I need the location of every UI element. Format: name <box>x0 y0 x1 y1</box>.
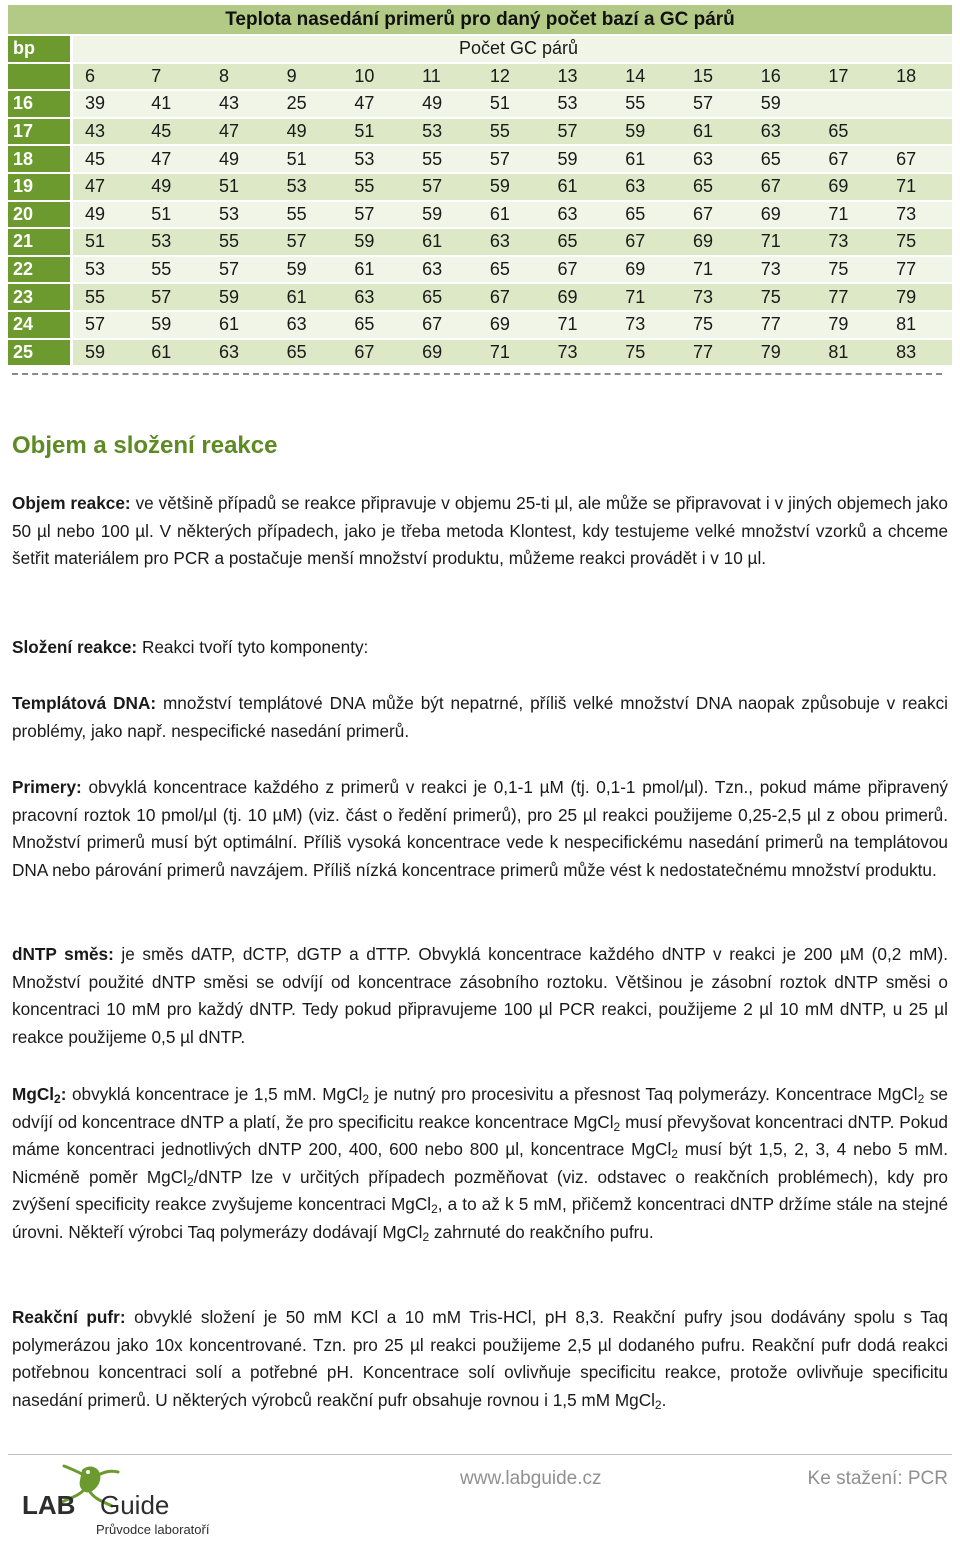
temp-cell: 53 <box>546 90 614 118</box>
temp-cell: 65 <box>613 201 681 229</box>
gc-count-header: Počet GC párů <box>72 36 953 63</box>
objem-label: Objem reakce: <box>12 493 131 513</box>
temp-cell: 57 <box>681 90 749 118</box>
gc-column-header: 6 <box>72 63 140 91</box>
temp-cell: 71 <box>478 339 546 367</box>
table-row <box>8 90 952 118</box>
gc-column-header: 9 <box>275 63 343 91</box>
bp-cell: 25 <box>8 339 72 367</box>
temp-cell: 43 <box>72 118 140 146</box>
bp-cell: 18 <box>8 145 72 173</box>
temp-cell: 49 <box>410 90 478 118</box>
temp-cell: 59 <box>749 90 817 118</box>
slozeni-label: Složení reakce: <box>12 637 138 657</box>
bp-cell: 23 <box>8 283 72 311</box>
temp-cell: 53 <box>275 173 343 201</box>
temp-cell: 55 <box>342 173 410 201</box>
logo-subtitle: Průvodce laboratoří <box>96 1522 210 1537</box>
paragraph-objem <box>12 490 948 573</box>
temp-cell: 63 <box>410 256 478 284</box>
temp-cell: 61 <box>342 256 410 284</box>
temp-cell: 39 <box>72 90 140 118</box>
temp-cell: 65 <box>816 118 884 146</box>
temp-cell: 59 <box>342 228 410 256</box>
temp-cell: 75 <box>681 311 749 339</box>
temp-cell: 57 <box>546 118 614 146</box>
temp-cell: 61 <box>613 145 681 173</box>
temp-cell: 45 <box>139 118 207 146</box>
temp-cell: 67 <box>410 311 478 339</box>
temp-cell: 59 <box>410 201 478 229</box>
temp-cell: 63 <box>207 339 275 367</box>
temp-cell: 59 <box>546 145 614 173</box>
temp-cell: 49 <box>275 118 343 146</box>
temp-cell: 57 <box>72 311 140 339</box>
temp-cell: 65 <box>478 256 546 284</box>
temp-cell: 65 <box>681 173 749 201</box>
templat-text: množství templátové DNA může být nepatrné, příliš velké množství DNA naopak způsobuje v reakci problémy, jako např. nespecifické nasedání primerů. <box>12 693 948 741</box>
temp-cell: 71 <box>816 201 884 229</box>
table-title: Teplota nasedání primerů pro daný počet bazí a GC párů <box>225 8 735 30</box>
temp-cell: 25 <box>275 90 343 118</box>
temp-cell: 41 <box>139 90 207 118</box>
bp-header-empty <box>8 63 72 91</box>
temp-cell: 69 <box>613 256 681 284</box>
temp-cell: 65 <box>749 145 817 173</box>
temp-cell: 59 <box>613 118 681 146</box>
paragraph-primery <box>12 774 948 884</box>
temp-cell: 73 <box>681 283 749 311</box>
temp-cell: 83 <box>884 339 952 367</box>
pufr-text: obvyklé složení je 50 mM KCl a 10 mM Tris-HCl, pH 8,3. Reakční pufry jsou dodávány spolu s Taq polymerázou jako 10x koncentrované. Tzn. pro 25 µl reakci použijeme 2,5 µl dodaného pufru. Reakční pufr dodá reakci potřebnou koncentraci solí a potřebné pH. Koncentrace solí ovlivňuje specificitu reakce, protože ovlivňuje specificitu nasedání primerů. U některých výrobců reakční pufr obsahuje rovnou i 1,5 mM MgCl <box>12 1307 948 1410</box>
bp-cell: 16 <box>8 90 72 118</box>
temp-cell: 59 <box>72 339 140 367</box>
temp-cell: 63 <box>546 201 614 229</box>
temp-cell: 81 <box>816 339 884 367</box>
table-header-row <box>8 36 952 63</box>
temp-cell: 65 <box>546 228 614 256</box>
temp-cell: 75 <box>613 339 681 367</box>
table-row <box>8 256 952 284</box>
temp-cell: 57 <box>478 145 546 173</box>
temp-cell: 59 <box>207 283 275 311</box>
temp-cell: 63 <box>275 311 343 339</box>
paragraph-mgcl2: MgCl$_2$: obvyklá koncentrace je 1,5 mM. MgCl$_2$ je nutný pro procesivitu a přesnost Taq polymerázy. Koncentrace MgCl$_2$ se odvíjí od koncentrace dNTP a platí, že pro specificitu reakce koncentrace MgCl$_2$ musí převyšovat koncentraci dNTP. Pokud máme koncentraci jednotlivých dNTP 200, 400, 600 nebo 800 µl, koncentrace MgCl$_2$ musí být 1,5, 2, 3, 4 nebo 5 mM. Nicméně poměr MgCl$_2$/dNTP lze v určitých případech pozměňovat (viz. odstavec o reakčních problémech), kdy pro zvýšení specificity reakce zvyšujeme koncentraci MgCl$_2$, a to až k 5 mM, přičemž koncentraci dNTP držíme stále na stejné úrovni. Někteří výrobci Taq polymerázy dodávají MgCl$_2$ zahrnuté do reakčního pufru. <box>12 1084 948 1244</box>
temp-cell: 61 <box>681 118 749 146</box>
temp-cell: 65 <box>275 339 343 367</box>
table-row <box>8 118 952 146</box>
temp-cell: 73 <box>613 311 681 339</box>
gc-table <box>8 36 952 367</box>
gc-table-wrapper <box>8 5 952 367</box>
table-row <box>8 145 952 173</box>
footer-divider <box>8 1454 952 1455</box>
bp-cell: 20 <box>8 201 72 229</box>
pufr-label: Reakční pufr: <box>12 1307 126 1327</box>
temp-cell: 67 <box>342 339 410 367</box>
table-row <box>8 311 952 339</box>
gc-column-header: 16 <box>749 63 817 91</box>
temp-cell: 69 <box>816 173 884 201</box>
mgcl2-label: MgCl$_2$: <box>12 1084 67 1106</box>
labguide-logo <box>14 1462 214 1542</box>
table-row <box>8 283 952 311</box>
dntp-label: dNTP směs: <box>12 944 114 964</box>
temp-cell: 63 <box>613 173 681 201</box>
temp-cell: 55 <box>72 283 140 311</box>
temp-cell: 57 <box>410 173 478 201</box>
gc-column-header: 14 <box>613 63 681 91</box>
gc-column-header: 13 <box>546 63 614 91</box>
temp-cell: 73 <box>546 339 614 367</box>
temp-cell <box>884 118 952 146</box>
gc-column-header: 12 <box>478 63 546 91</box>
temp-cell: 61 <box>478 201 546 229</box>
temp-cell: 65 <box>342 311 410 339</box>
temp-cell: 55 <box>478 118 546 146</box>
temp-cell: 49 <box>207 145 275 173</box>
temp-cell: 53 <box>342 145 410 173</box>
temp-cell: 73 <box>816 228 884 256</box>
temp-cell: 53 <box>410 118 478 146</box>
temp-cell: 75 <box>749 283 817 311</box>
temp-cell: 71 <box>546 311 614 339</box>
logo-lab: LAB <box>22 1490 76 1520</box>
temp-cell: 79 <box>884 283 952 311</box>
bp-cell: 24 <box>8 311 72 339</box>
temp-cell: 53 <box>207 201 275 229</box>
temp-cell: 61 <box>275 283 343 311</box>
temp-cell: 57 <box>342 201 410 229</box>
temp-cell: 63 <box>342 283 410 311</box>
temp-cell: 69 <box>546 283 614 311</box>
temp-cell: 69 <box>410 339 478 367</box>
slozeni-text: Reakci tvoří tyto komponenty: <box>141 637 369 657</box>
gc-column-header: 11 <box>410 63 478 91</box>
table-row <box>8 201 952 229</box>
temp-cell: 61 <box>546 173 614 201</box>
temp-cell: 55 <box>139 256 207 284</box>
temp-cell: 51 <box>478 90 546 118</box>
gc-columns-row <box>8 63 952 91</box>
temp-cell <box>884 90 952 118</box>
temp-cell: 61 <box>207 311 275 339</box>
paragraph-dntp <box>12 941 948 1051</box>
temp-cell: 67 <box>478 283 546 311</box>
temp-cell: 47 <box>72 173 140 201</box>
temp-cell: 53 <box>139 228 207 256</box>
temp-cell: 63 <box>749 118 817 146</box>
temp-cell: 67 <box>613 228 681 256</box>
bp-cell: 21 <box>8 228 72 256</box>
temp-cell: 69 <box>749 201 817 229</box>
bp-cell: 19 <box>8 173 72 201</box>
table-row <box>8 228 952 256</box>
temp-cell: 59 <box>139 311 207 339</box>
temp-cell: 77 <box>681 339 749 367</box>
bp-cell: 22 <box>8 256 72 284</box>
temp-cell: 71 <box>613 283 681 311</box>
temp-cell: 77 <box>749 311 817 339</box>
temp-cell: 57 <box>207 256 275 284</box>
objem-text: ve většině případů se reakce připravuje v objemu 25-ti µl, ale může se připravovat i v jiných objemech jako 50 µl nebo 100 µl. V některých případech, jako je třeba metoda Klontest, kdy testujeme velké množství vzorků a chceme šetřit materiálem pro PCR a postačuje menší množství produktu, můžeme reakci provádět i v 10 µl. <box>12 493 948 569</box>
temp-cell: 63 <box>681 145 749 173</box>
logo-guide: Guide <box>100 1490 170 1520</box>
dntp-text: je směs dATP, dCTP, dGTP a dTTP. Obvyklá koncentrace každého dNTP v reakci je 200 µM (0,2 mM). Množství použité dNTP směsi se odvíjí od koncentrace zásobního roztoku. Většinou je zásobní roztok dNTP směsi o koncentraci 10 mM pro každý dNTP. Tedy pokud připravujeme 100 µl PCR reakci, použijeme 2 µl 10 mM dNTP, u 25 µl reakce použijeme 0,5 µl dNTP. <box>12 944 948 1047</box>
temp-cell: 49 <box>72 201 140 229</box>
footer-url[interactable]: www.labguide.cz <box>460 1468 602 1489</box>
temp-cell: 51 <box>275 145 343 173</box>
temp-cell <box>816 90 884 118</box>
gc-column-header: 18 <box>884 63 952 91</box>
temp-cell: 43 <box>207 90 275 118</box>
temp-cell: 69 <box>478 311 546 339</box>
temp-cell: 67 <box>749 173 817 201</box>
temp-cell: 67 <box>816 145 884 173</box>
paragraph-pufr: Reakční pufr: obvyklé složení je 50 mM KCl a 10 mM Tris-HCl, pH 8,3. Reakční pufry jsou dodávány spolu s Taq polymerázou jako 10x koncentrované. Tzn. pro 25 µl reakci použijeme 2,5 µl dodaného pufru. Reakční pufr dodá reakci potřebnou koncentraci solí a potřebné pH. Koncentrace solí ovlivňuje specificitu reakce, protože ovlivňuje specificitu nasedání primerů. U některých výrobců reakční pufr obsahuje rovnou i 1,5 mM MgCl$_2$. <box>12 1307 948 1412</box>
gc-column-header: 8 <box>207 63 275 91</box>
temp-cell: 69 <box>681 228 749 256</box>
temp-cell: 67 <box>681 201 749 229</box>
gc-column-header: 7 <box>139 63 207 91</box>
bp-header: bp <box>8 36 72 63</box>
dashed-divider <box>12 373 942 375</box>
temp-cell: 75 <box>816 256 884 284</box>
temp-cell: 49 <box>139 173 207 201</box>
table-row <box>8 339 952 367</box>
paragraph-templat <box>12 690 948 745</box>
temp-cell: 63 <box>478 228 546 256</box>
temp-cell: 61 <box>410 228 478 256</box>
temp-cell: 67 <box>884 145 952 173</box>
primery-text: obvyklá koncentrace každého z primerů v reakci je 0,1-1 µM (tj. 0,1-1 pmol/µl). Tzn., pokud máme připravený pracovní roztok 10 pmol/µl (tj. 10 µM) (viz. část o ředění primerů), pro 25 µl reakci použijeme 0,25-2,5 µl z obou primerů. Množství primerů musí být optimální. Příliš vysoká koncentrace vede k nespecifickému nasedání primerů na templátovou DNA nebo párování primerů navzájem. Příliš nízká koncentrace primerů může vést k nedostatečnému množství produktu. <box>12 777 948 880</box>
temp-cell: 53 <box>72 256 140 284</box>
temp-cell: 71 <box>749 228 817 256</box>
temp-cell: 59 <box>275 256 343 284</box>
paragraph-slozeni <box>12 634 948 662</box>
temp-cell: 45 <box>72 145 140 173</box>
temp-cell: 73 <box>749 256 817 284</box>
footer-download: Ke stažení: PCR <box>807 1468 948 1489</box>
temp-cell: 47 <box>139 145 207 173</box>
temp-cell: 77 <box>884 256 952 284</box>
temp-cell: 55 <box>275 201 343 229</box>
temp-cell: 55 <box>613 90 681 118</box>
temp-cell: 55 <box>410 145 478 173</box>
primery-label: Primery: <box>12 777 82 797</box>
table-row <box>8 173 952 201</box>
temp-cell: 59 <box>478 173 546 201</box>
temp-cell: 81 <box>884 311 952 339</box>
temp-cell: 51 <box>207 173 275 201</box>
table-title-bar <box>8 5 952 36</box>
temp-cell: 77 <box>816 283 884 311</box>
temp-cell: 57 <box>139 283 207 311</box>
gc-column-header: 17 <box>816 63 884 91</box>
temp-cell: 51 <box>72 228 140 256</box>
temp-cell: 79 <box>749 339 817 367</box>
temp-cell: 57 <box>275 228 343 256</box>
temp-cell: 71 <box>681 256 749 284</box>
temp-cell: 75 <box>884 228 952 256</box>
temp-cell: 71 <box>884 173 952 201</box>
temp-cell: 79 <box>816 311 884 339</box>
temp-cell: 65 <box>410 283 478 311</box>
temp-cell: 61 <box>139 339 207 367</box>
section-title: Objem a složení reakce <box>12 432 278 459</box>
gc-column-header: 10 <box>342 63 410 91</box>
temp-cell: 47 <box>342 90 410 118</box>
temp-cell: 55 <box>207 228 275 256</box>
temp-cell: 47 <box>207 118 275 146</box>
temp-cell: 67 <box>546 256 614 284</box>
templat-label: Templátová DNA: <box>12 693 157 713</box>
bp-cell: 17 <box>8 118 72 146</box>
gc-column-header: 15 <box>681 63 749 91</box>
temp-cell: 51 <box>139 201 207 229</box>
temp-cell: 73 <box>884 201 952 229</box>
temp-cell: 51 <box>342 118 410 146</box>
